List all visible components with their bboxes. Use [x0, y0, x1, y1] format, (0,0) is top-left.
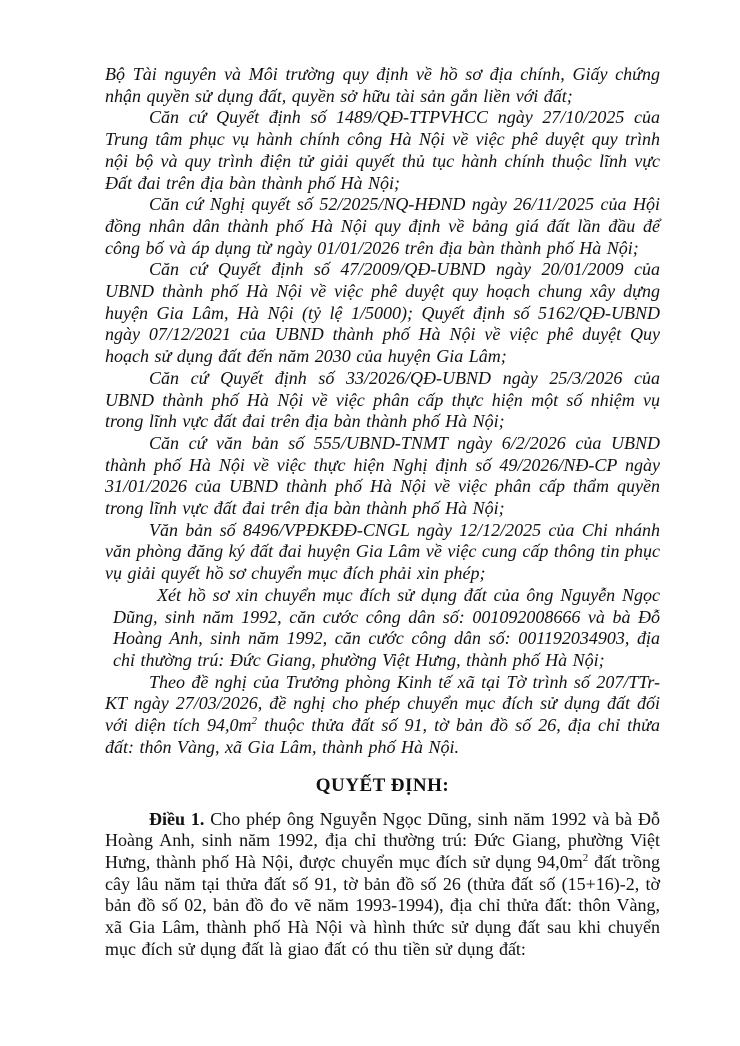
text-run: Căn cứ Quyết định số 1489/QĐ-TTPVHCC ngày 27/10/2025 của Trung tâm phục vụ hành chính công Hà Nội về việc phê duyệt quy trình nội bộ và quy trình điện tử giải quyết thủ tục hành chính thuộc lĩnh vực Đất đai trên địa bàn thành phố Hà Nội;	[105, 107, 660, 193]
preamble-paragraph-7	[105, 520, 660, 585]
superscript: 2	[582, 851, 589, 864]
preamble-paragraph-9	[105, 672, 660, 759]
text-run: Theo đề nghị của Trưởng phòng Kinh tế xã tại Tờ trình số 207/TTr-KT ngày 27/03/2026, đề nghị cho phép chuyển mục đích sử dụng đất đối với diện tích 94,0m	[105, 671, 660, 736]
text-run: Căn cứ văn bản số 555/UBND-TNMT ngày 6/2/2026 của UBND thành phố Hà Nội về việc thực hiện Nghị định số 49/2026/NĐ-CP ngày 31/01/2026 của UBND thành phố Hà Nội về việc phân cấp thẩm quyền trong lĩnh vực đất đai trên địa bàn thành phố Hà Nội;	[105, 432, 660, 519]
text-run: Cho phép ông Nguyễn Ngọc Dũng, sinh năm 1992 và bà Đỗ Hoàng Anh, sinh năm 1992, địa chỉ thường trú: Đức Giang, phường Việt Hưng, thành phố Hà Nội, được chuyển mục đích sử dụng 94,0m	[105, 808, 661, 872]
preamble-section	[105, 64, 660, 759]
article-number-label: Điều 1.	[149, 808, 205, 829]
preamble-paragraph-6	[105, 433, 660, 520]
superscript: 2	[251, 715, 257, 728]
text-run: Xét hồ sơ xin chuyển mục đích sử dụng đất của ông Nguyễn Ngọc Dũng, sinh năm 1992, căn cước công dân số: 001092008666 và bà Đỗ Hoàng Anh, sinh năm 1992, căn cước công dân số: 001192034903, địa chỉ thường trú: Đức Giang, phường Việt Hưng, thành phố Hà Nội;	[113, 584, 660, 670]
text-run: Căn cứ Quyết định số 33/2026/QĐ-UBND ngày 25/3/2026 của UBND thành phố Hà Nội về việc phân cấp thực hiện một số nhiệm vụ trong lĩnh vực đất đai trên địa bàn thành phố Hà Nội;	[105, 367, 660, 432]
preamble-paragraph-1	[105, 64, 660, 107]
preamble-paragraph-8	[105, 585, 660, 672]
text-run: thuộc thửa đất số 91, tờ bản đồ số 26, địa chỉ thửa đất: thôn Vàng, xã Gia Lâm, thành phố Hà Nội.	[105, 715, 660, 757]
text-run: Căn cứ Nghị quyết số 52/2025/NQ-HĐND ngày 26/11/2025 của Hội đồng nhân dân thành phố Hà Nội quy định về bảng giá đất lần đầu để công bố và áp dụng từ ngày 01/01/2026 trên địa bàn thành phố Hà Nội;	[105, 194, 660, 258]
preamble-paragraph-3	[105, 194, 660, 259]
text-run: Căn cứ Quyết định số 47/2009/QĐ-UBND ngày 20/01/2009 của UBND thành phố Hà Nội về việc phê duyệt quy hoạch chung xây dựng huyện Gia Lâm, Hà Nội (tỷ lệ 1/5000); Quyết định số 5162/QĐ-UBND ngày 07/12/2021 của UBND thành phố Hà Nội về việc phê duyệt Quy hoạch sử dụng đất đến năm 2030 của huyện Gia Lâm;	[105, 259, 660, 367]
preamble-paragraph-2	[105, 107, 660, 194]
text-run: đất trồng cây lâu năm tại thửa đất số 91, tờ bản đồ số 26 (thửa đất số (15+16)-2, tờ bản đồ số 02, bản đồ đo vẽ năm 1993-1994), địa chỉ thửa đất: thôn Vàng, xã Gia Lâm, thành phố Hà Nội và hình thức sử dụng đất sau khi chuyển mục đích sử dụng đất là giao đất có thu tiền sử dụng đất:	[105, 851, 660, 959]
preamble-paragraph-4	[105, 259, 660, 368]
article-paragraph-1	[105, 809, 660, 961]
articles-section	[105, 809, 660, 961]
preamble-paragraph-5	[105, 368, 660, 433]
text-run: Văn bản số 8496/VPĐKĐĐ-CNGL ngày 12/12/2025 của Chi nhánh văn phòng đăng ký đất đai huyện Gia Lâm về việc cung cấp thông tin phục vụ giải quyết hồ sơ chuyển mục đích phải xin phép;	[105, 519, 660, 584]
text-run: Bộ Tài nguyên và Môi trường quy định về hồ sơ địa chính, Giấy chứng nhận quyền sử dụng đất, quyền sở hữu tài sản gắn liền với đất;	[105, 64, 660, 106]
decision-heading: QUYẾT ĐỊNH:	[315, 774, 450, 796]
